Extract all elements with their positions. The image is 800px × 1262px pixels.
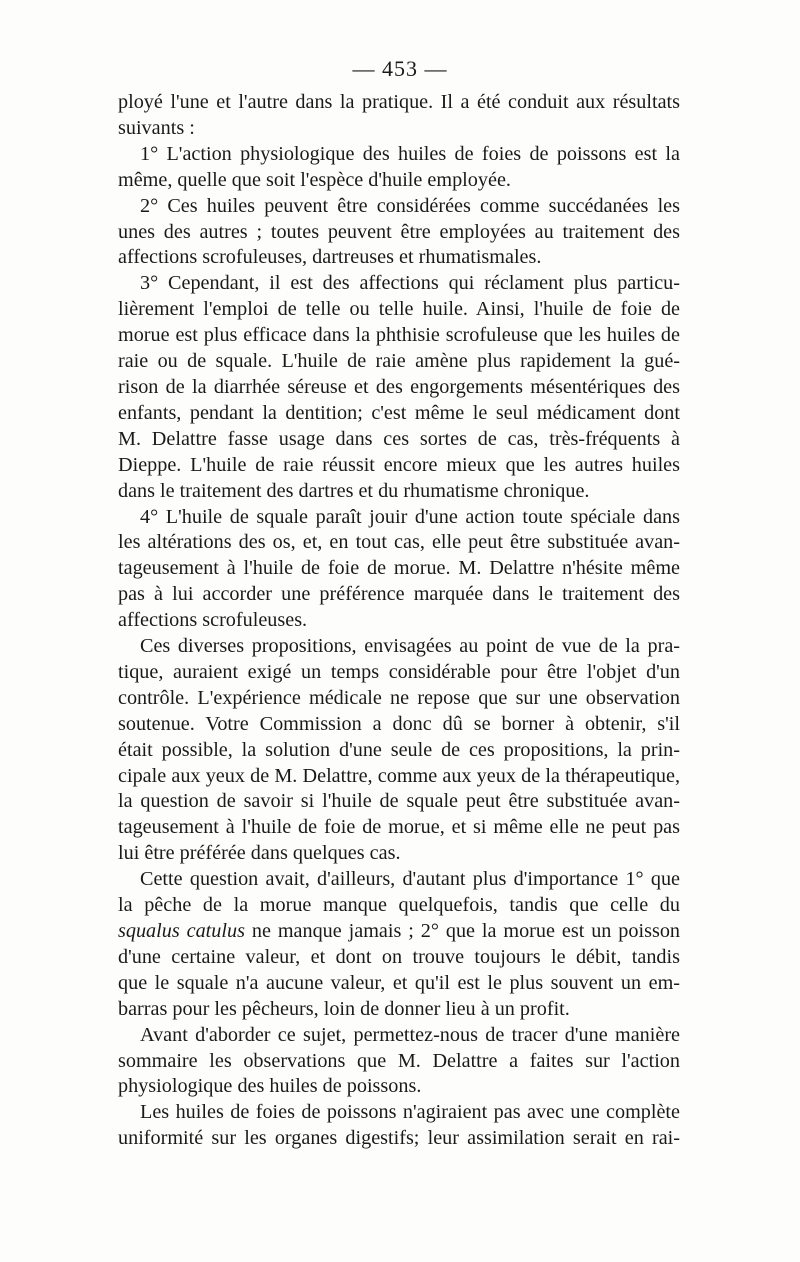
- text-line: tageusement à l'huile de foie de morue. M. Delattre n'hésite même: [118, 557, 680, 580]
- text-line: soutenue. Votre Commission a donc dû se borner à obtenir, s'il: [118, 712, 680, 735]
- text-line: uniformité sur les organes digestifs; leur assimilation serait en rai-: [118, 1127, 680, 1150]
- text-line: barras pour les pêcheurs, loin de donner lieu à un profit.: [118, 997, 570, 1020]
- text-line: Dieppe. L'huile de raie réussit encore mieux que les autres huiles: [118, 453, 680, 476]
- text-line: cipale aux yeux de M. Delattre, comme aux yeux de la thérapeutique,: [118, 764, 680, 787]
- text-line: lièrement l'emploi de telle ou telle huile. Ainsi, l'huile de foie de: [118, 298, 680, 321]
- text-line: les altérations des os, et, en tout cas, elle peut être substituée avan-: [118, 531, 680, 554]
- text-line: Ces diverses propositions, envisagées au point de vue de la pra-: [140, 635, 680, 658]
- text-line: rison de la diarrhée séreuse et des engorgements mésentériques des: [118, 375, 680, 398]
- text-line: 1° L'action physiologique des huiles de foies de poissons est la: [140, 142, 680, 165]
- species-name: squalus catulus: [118, 920, 245, 942]
- text-line: Avant d'aborder ce sujet, permettez-nous de tracer d'une manière: [140, 1023, 680, 1046]
- text-line: affections scrofuleuses.: [118, 609, 308, 632]
- text-line: enfants, pendant la dentition; c'est même le seul médicament dont: [118, 401, 680, 424]
- text-line: Cette question avait, d'ailleurs, d'autant plus d'importance 1° que: [140, 868, 680, 891]
- text-line: lui être préférée dans quelques cas.: [118, 842, 401, 865]
- text-line: que le squale n'a aucune valeur, et qu'il est le plus souvent un em-: [118, 971, 680, 994]
- text-line: même, quelle que soit l'espèce d'huile employée.: [118, 168, 511, 191]
- text-line: M. Delattre fasse usage dans ces sortes de cas, très-fréquents à: [118, 427, 680, 450]
- text-line: affections scrofuleuses, dartreuses et rhumatismales.: [118, 246, 542, 269]
- text-line: squalus catulus ne manque jamais ; 2° que la morue est un poisson: [118, 920, 681, 942]
- text-line: d'une certaine valeur, et dont on trouve toujours le débit, tandis: [118, 945, 680, 968]
- text-line: 2° Ces huiles peuvent être considérées comme succédanées les: [140, 194, 680, 217]
- text-line: suivants :: [118, 116, 195, 139]
- text-line: la question de savoir si l'huile de squale peut être substituée avan-: [118, 790, 680, 813]
- text-line: Les huiles de foies de poissons n'agiraient pas avec une complète: [140, 1101, 680, 1124]
- text-line: ployé l'une et l'autre dans la pratique. Il a été conduit aux résultats: [118, 91, 680, 113]
- text-line: contrôle. L'expérience médicale ne repose que sur une observation: [118, 686, 680, 709]
- page-body-text: [118, 90, 680, 1152]
- text-line: tique, auraient exigé un temps considérable pour être l'objet d'un: [118, 660, 680, 683]
- text-line: unes des autres ; toutes peuvent être employées au traitement des: [118, 220, 680, 243]
- text-line: tageusement à l'huile de foie de morue, et si même elle ne peut pas: [118, 816, 680, 839]
- text-line: pas à lui accorder une préférence marquée dans le traitement des: [118, 583, 680, 606]
- text-line: 4° L'huile de squale paraît jouir d'une action toute spéciale dans: [140, 505, 680, 528]
- page-number-header: — 453 —: [352, 56, 448, 81]
- text-line: dans le traitement des dartres et du rhumatisme chronique.: [118, 479, 590, 502]
- text-line: physiologique des huiles de poissons.: [118, 1075, 422, 1098]
- text-line: était possible, la solution d'une seule de ces propositions, la prin-: [118, 738, 680, 761]
- text-line: sommaire les observations que M. Delattre a faites sur l'action: [118, 1049, 680, 1072]
- text-line: raie ou de squale. L'huile de raie amène plus rapidement la gué-: [118, 350, 680, 373]
- text-line: 3° Cependant, il est des affections qui réclament plus particu-: [140, 272, 680, 295]
- text-line: la pêche de la morue manque quelquefois, tandis que celle du: [118, 894, 680, 917]
- text-line: morue est plus efficace dans la phthisie scrofuleuse que les huiles de: [118, 324, 680, 347]
